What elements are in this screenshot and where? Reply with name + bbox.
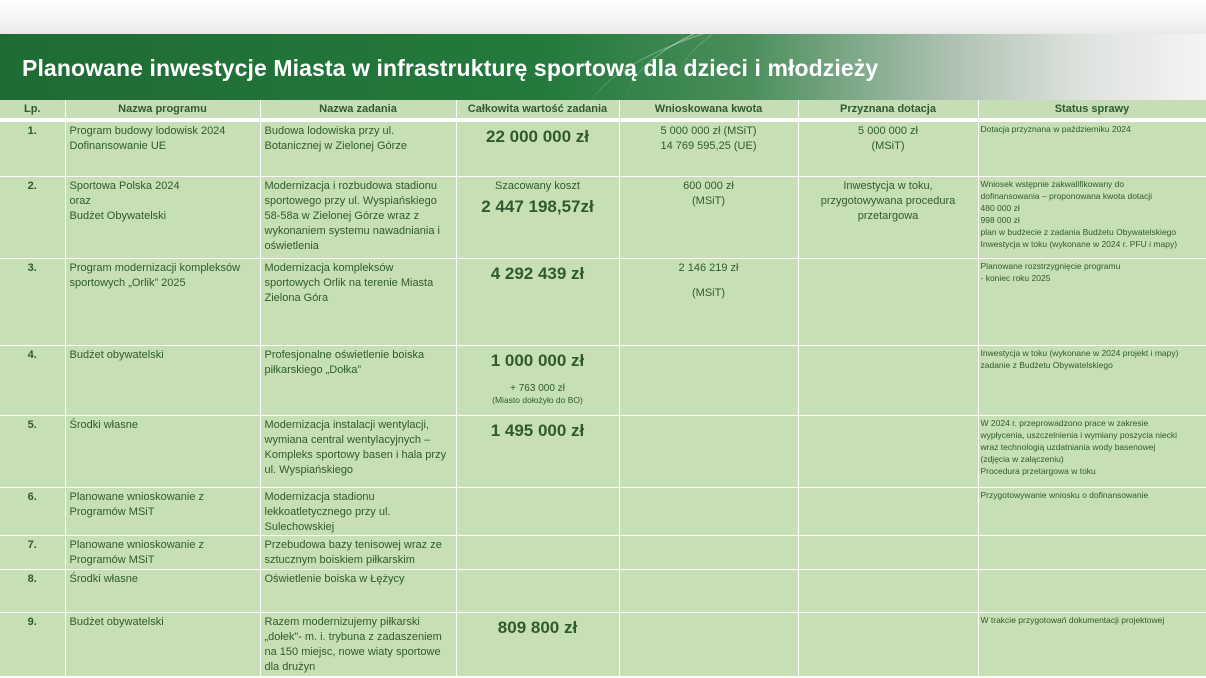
header-granted: Przyznana dotacja <box>798 100 978 120</box>
cell-status <box>978 345 1206 415</box>
cell-program <box>65 569 260 612</box>
cell-granted <box>798 120 978 176</box>
status-line: (zdjęcia w załączeniu) <box>980 453 1064 464</box>
cell-granted <box>798 415 978 487</box>
cell-lp: 3. <box>0 258 65 345</box>
table-row <box>0 569 1206 612</box>
cell-task: Przebudowa bazy tenisowej wraz ze sztucznym boiskiem piłkarskim <box>260 535 456 569</box>
header-requested: Wnioskowana kwota <box>619 100 798 120</box>
status-line: Wniosek wstępnie zakwalifikowany do <box>980 178 1125 189</box>
program-line: Programów MSiT <box>69 553 155 566</box>
cell-status <box>978 569 1206 612</box>
cell-value <box>456 345 619 415</box>
value-amount: 22 000 000 zł <box>485 127 590 146</box>
cell-program <box>65 120 260 176</box>
value-extra: + 763 000 zł <box>510 382 565 394</box>
value-amount: 1 000 000 zł <box>490 350 585 370</box>
cell-lp: 2. <box>0 176 65 258</box>
cell-value <box>456 258 619 345</box>
cell-task: Modernizacja kompleksów sportowych Orlik na terenie Miasta Zielona Góra <box>260 258 456 345</box>
status-line: Przygotowywanie wniosku o dofinansowanie <box>980 489 1149 500</box>
granted-line: (MSiT) <box>871 140 905 152</box>
cell-granted <box>798 176 978 258</box>
program-line: Program modernizacji kompleksów <box>69 261 241 274</box>
program-line: Budżet obywatelski <box>69 348 164 361</box>
value-amount: 2 447 198,57zł <box>481 196 594 216</box>
cell-requested <box>619 415 798 487</box>
cell-status <box>978 176 1206 258</box>
program-line: Środki własne <box>69 572 138 585</box>
cell-status <box>978 120 1206 176</box>
status-line: Procedura przetargowa w toku <box>980 465 1096 476</box>
program-line: Sportowa Polska 2024 <box>69 179 180 192</box>
cell-requested <box>619 535 798 569</box>
cell-requested <box>619 176 798 258</box>
status-line: plan w budżecie z zadania Budżetu Obywatelskiego <box>980 226 1177 237</box>
cell-program <box>65 415 260 487</box>
cell-granted <box>798 487 978 535</box>
investments-table <box>0 100 1206 677</box>
table-header-row <box>0 100 1206 120</box>
cell-value <box>456 569 619 612</box>
table-row <box>0 535 1206 569</box>
cell-lp: 4. <box>0 345 65 415</box>
cell-lp: 1. <box>0 120 65 176</box>
cell-program <box>65 487 260 535</box>
cell-task: Budowa lodowiska przy ul. Botanicznej w Zielonej Górze <box>260 120 456 176</box>
requested-line: 5 000 000 zł (MSiT) <box>660 125 757 137</box>
cell-requested <box>619 612 798 676</box>
cell-granted <box>798 612 978 676</box>
cell-task: Oświetlenie boiska w Łężycy <box>260 569 456 612</box>
cell-lp: 9. <box>0 612 65 676</box>
cell-program <box>65 345 260 415</box>
granted-line: Inwestycja w toku, <box>843 179 933 192</box>
header-value: Całkowita wartość zadania <box>456 100 619 120</box>
cell-status <box>978 535 1206 569</box>
cell-granted <box>798 258 978 345</box>
requested-line: (MSiT) <box>692 194 725 207</box>
status-line: W 2024 r. przeprowadzono prace w zakresie <box>980 417 1149 428</box>
cell-granted <box>798 535 978 569</box>
program-line: oraz <box>69 194 91 207</box>
table-row <box>0 258 1206 345</box>
header-program: Nazwa programu <box>65 100 260 120</box>
program-line: Programów MSiT <box>69 505 155 518</box>
status-line: wraz technologią uzdatniania wody basenowej <box>980 441 1156 452</box>
table-row <box>0 612 1206 676</box>
requested-spacer <box>624 276 794 286</box>
header-lp: Lp. <box>0 100 65 120</box>
status-line: Inwestycja w toku (wykonane w 2024 projekt i mapy) <box>980 347 1179 358</box>
granted-line: 5 000 000 zł <box>858 125 918 137</box>
program-line: Budżet Obywatelski <box>69 209 167 222</box>
cell-value <box>456 535 619 569</box>
header-status: Status sprawy <box>978 100 1206 120</box>
cell-requested <box>619 258 798 345</box>
value-prefix: Szacowany koszt <box>495 179 580 192</box>
status-line: Dotacja przyznana w październiku 2024 <box>980 124 1131 134</box>
value-amount: 4 292 439 zł <box>490 263 585 283</box>
cell-program <box>65 612 260 676</box>
requested-line: 14 769 595,25 (UE) <box>660 140 757 152</box>
program-line: Planowane wnioskowanie z <box>69 490 205 503</box>
granted-line: przygotowywana procedura <box>820 194 956 207</box>
status-line: dofinansowania – proponowana kwota dotacji <box>980 190 1153 201</box>
program-line: Program budowy lodowisk 2024 <box>69 125 226 137</box>
cell-task: Modernizacja stadionu lekkoatletycznego przy ul. Sulechowskiej <box>260 487 456 535</box>
value-amount: 809 800 zł <box>497 617 578 637</box>
header-task: Nazwa zadania <box>260 100 456 120</box>
status-line: W trakcie przygotowań dokumentacji projektowej <box>980 614 1165 625</box>
top-decorative-band <box>0 0 1206 36</box>
cell-status <box>978 258 1206 345</box>
program-line: sportowych „Orlik” 2025 <box>69 276 186 289</box>
cell-requested <box>619 487 798 535</box>
granted-line: przetargowa <box>857 209 919 222</box>
page-title: Planowane inwestycje Miasta w infrastrukturę sportową dla dzieci i młodzieży <box>22 55 879 81</box>
cell-status <box>978 487 1206 535</box>
value-note: (Miasto dołożyło do BO) <box>492 394 583 405</box>
requested-line: 600 000 zł <box>683 179 734 192</box>
status-line: 480 000 zł <box>980 202 1020 213</box>
cell-lp: 5. <box>0 415 65 487</box>
program-line: Środki własne <box>69 418 138 431</box>
value-spacer <box>461 372 615 382</box>
cell-requested <box>619 569 798 612</box>
program-line: Planowane wnioskowanie z <box>69 538 205 551</box>
cell-task: Modernizacja instalacji wentylacji, wymiana central wentylacyjnych – Kompleks sportowy basen i hala przy ul. Wyspiańskiego <box>260 415 456 487</box>
status-line: 998 000 zł <box>980 214 1020 225</box>
status-line: Planowane rozstrzygnięcie programu <box>980 260 1121 271</box>
program-line: Budżet obywatelski <box>69 615 164 628</box>
cell-granted <box>798 569 978 612</box>
cell-lp: 7. <box>0 535 65 569</box>
table-row <box>0 120 1206 176</box>
requested-line: 2 146 219 zł <box>678 261 739 274</box>
cell-value <box>456 415 619 487</box>
cell-program <box>65 176 260 258</box>
status-line: - koniec roku 2025 <box>980 272 1051 283</box>
table-row <box>0 487 1206 535</box>
cell-requested <box>619 345 798 415</box>
status-line: wypłycenia, uszczelnienia i wymiany poszycia niecki <box>980 429 1178 440</box>
cell-value <box>456 176 619 258</box>
table-row <box>0 345 1206 415</box>
cell-value <box>456 612 619 676</box>
cell-task: Modernizacja i rozbudowa stadionu sportowego przy ul. Wyspiańskiego 58-58a w Zielonej Górze wraz z wykonaniem systemu nawadniania i oświetlenia <box>260 176 456 258</box>
cell-task: Razem modernizujemy piłkarski „dołek”- m. i. trybuna z zadaszeniem na 150 miejsc, nowe wiaty sportowe dla drużyn <box>260 612 456 676</box>
status-line: zadanie z Budżetu Obywatelskiego <box>980 359 1113 370</box>
cell-status <box>978 612 1206 676</box>
table-row <box>0 176 1206 258</box>
cell-program <box>65 535 260 569</box>
cell-lp: 8. <box>0 569 65 612</box>
cell-value <box>456 120 619 176</box>
requested-line: (MSiT) <box>692 286 725 299</box>
cell-lp: 6. <box>0 487 65 535</box>
table-row <box>0 415 1206 487</box>
cell-granted <box>798 345 978 415</box>
cell-status <box>978 415 1206 487</box>
cell-requested <box>619 120 798 176</box>
cell-task: Profesjonalne oświetlenie boiska piłkarskiego „Dołka” <box>260 345 456 415</box>
cell-program <box>65 258 260 345</box>
program-line: Dofinansowanie UE <box>69 140 167 152</box>
cell-value <box>456 487 619 535</box>
status-line: Inwestycja w toku (wykonane w 2024 r. PFU i mapy) <box>980 238 1178 249</box>
value-amount: 1 495 000 zł <box>490 420 585 440</box>
